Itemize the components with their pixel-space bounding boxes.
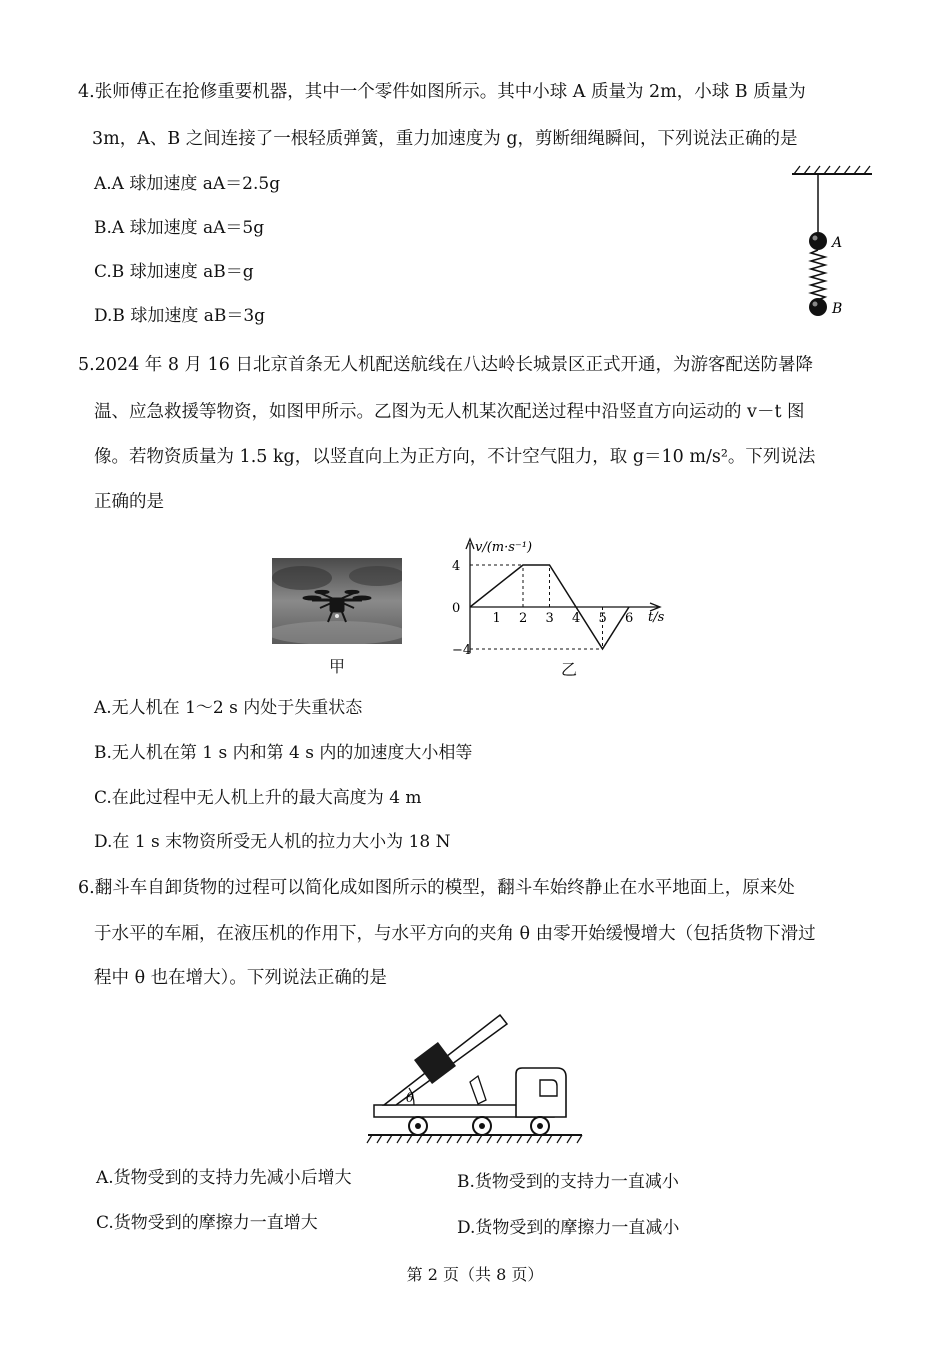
q5-stem-line3: 像。若物资质量为 1.5 kg，以竖直向上为正方向，不计空气阻力，取 g＝10 m/s²。下列说法 xyxy=(94,447,816,467)
q5-stem-line2: 温、应急救援等物资，如图甲所示。乙图为无人机某次配送过程中沿竖直方向运动的 v－t 图 xyxy=(94,402,805,422)
q4-spring-figure xyxy=(780,160,880,330)
q6-option-c: C.货物受到的摩擦力一直增大 xyxy=(96,1213,318,1233)
q4-option-d: D.B 球加速度 aB＝3g xyxy=(94,306,266,326)
label-a: A xyxy=(832,235,843,251)
y-tick-label: 0 xyxy=(452,601,461,616)
drone-photo xyxy=(272,558,402,644)
hydraulic-ram xyxy=(470,1076,486,1104)
q5-option-c: C.在此过程中无人机上升的最大高度为 4 m xyxy=(94,788,422,808)
angle-label: θ xyxy=(406,1091,414,1106)
y-tick-label: −4 xyxy=(452,643,472,658)
q4-option-a: A.A 球加速度 aA＝2.5g xyxy=(94,174,281,194)
cab-window xyxy=(540,1080,557,1096)
x-tick-label: 1 xyxy=(492,611,501,626)
caption-yi: 乙 xyxy=(561,660,578,679)
label-b: B xyxy=(832,301,843,317)
q6-option-b: B.货物受到的支持力一直减小 xyxy=(457,1172,679,1192)
q5-option-d: D.在 1 s 末物资所受无人机的拉力大小为 18 N xyxy=(94,832,451,852)
dump-truck-figure xyxy=(362,1010,594,1150)
ground xyxy=(367,1135,582,1143)
y-axis-label: v/(m·s⁻¹) xyxy=(475,540,533,555)
wheel xyxy=(531,1117,549,1135)
q5-stem-line4: 正确的是 xyxy=(94,492,164,512)
x-tick-label: 2 xyxy=(519,611,528,626)
wheel xyxy=(473,1117,491,1135)
y-axis xyxy=(466,539,474,653)
x-tick-label: 6 xyxy=(625,611,634,626)
q6-stem-line2: 于水平的车厢，在液压机的作用下，与水平方向的夹角 θ 由零开始缓慢增大（包括货物下滑过 xyxy=(94,924,816,944)
x-axis xyxy=(470,603,660,611)
q4-option-b: B.A 球加速度 aA＝5g xyxy=(94,218,265,238)
ball-a xyxy=(809,232,827,250)
q5-option-a: A.无人机在 1～2 s 内处于失重状态 xyxy=(94,698,363,718)
x-tick-label: 4 xyxy=(572,611,581,626)
q5-stem-line1: 5.2024 年 8 月 16 日北京首条无人机配送航线在八达岭长城景区正式开通，为游客配送防暑降 xyxy=(78,355,813,375)
ball-b xyxy=(809,298,827,316)
x-tick-label: 3 xyxy=(545,611,554,626)
page-footer: 第 2 页（共 8 页） xyxy=(406,1265,544,1284)
ceiling xyxy=(792,166,872,174)
q6-stem-line1: 6.翻斗车自卸货物的过程可以简化成如图所示的模型，翻斗车始终静止在水平地面上，原来处 xyxy=(78,878,795,898)
q4-stem-line1: 4.张师傅正在抢修重要机器，其中一个零件如图所示。其中小球 A 质量为 2m，小球 B 质量为 xyxy=(78,82,806,102)
q5-option-b: B.无人机在第 1 s 内和第 4 s 内的加速度大小相等 xyxy=(94,743,473,763)
q6-stem-line3: 程中 θ 也在增大）。下列说法正确的是 xyxy=(94,968,387,988)
q6-option-d: D.货物受到的摩擦力一直减小 xyxy=(457,1218,680,1238)
vt-chart xyxy=(440,535,680,660)
wheel xyxy=(409,1117,427,1135)
y-tick-label: 4 xyxy=(452,559,461,574)
caption-jia: 甲 xyxy=(329,657,346,676)
q4-stem-line2: 3m，A、B 之间连接了一根轻质弹簧，重力加速度为 g，剪断细绳瞬间，下列说法正确的是 xyxy=(92,129,798,149)
q6-option-a: A.货物受到的支持力先减小后增大 xyxy=(96,1168,352,1188)
q4-option-c: C.B 球加速度 aB＝g xyxy=(94,262,254,282)
spring xyxy=(811,250,825,300)
x-tick-label: 5 xyxy=(598,611,607,626)
x-axis-label: t/s xyxy=(648,610,665,625)
